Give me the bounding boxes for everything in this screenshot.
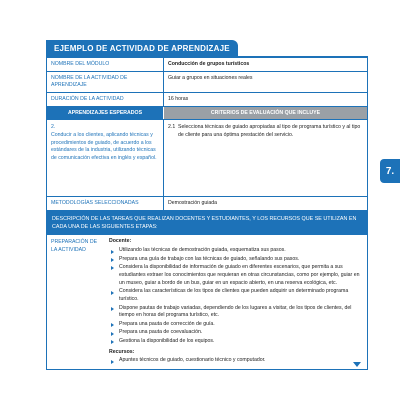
preparation-row bbox=[47, 235, 367, 369]
duration-row bbox=[47, 93, 367, 107]
duration-value: 16 horas bbox=[168, 96, 189, 103]
activity-table bbox=[46, 56, 368, 370]
expected-learning-header: APRENDIZAJES ESPERADOS bbox=[47, 107, 164, 119]
teacher-heading: Docente: bbox=[109, 238, 132, 245]
learning-text: Conducir a los clientes, aplicando técnicas y procedimientos de guiado, de acuerdo a los estándares de la industria, utilizando técnicas de comunicación efectiva en inglés y español. bbox=[51, 131, 157, 162]
learning-number: 2. bbox=[51, 124, 56, 131]
list-item: Considera la disponibilidad de información de guiado en diferentes escenarios, que permita a sus estudiantes extraer los conocimientos que requieran en otras circunstancias, como por ejemplo, guiar en un museo, guiar a bordo de un bus, guiar en un espacio abierto, en una reserva ecológica, etc. bbox=[109, 264, 361, 288]
list-item: Gestiona la disponibilidad de los equipos. bbox=[109, 338, 361, 346]
list-item: Dispone pautas de trabajo variadas, dependiendo de los lugares a visitar, de los tipos de clientes, del tiempo en horas del programa turístico, etc. bbox=[109, 305, 361, 321]
methodology-value: Demostración guiada bbox=[168, 200, 218, 207]
continue-arrow-icon bbox=[353, 362, 361, 367]
preparation-label: PREPARACIÓN DE LA ACTIVIDAD bbox=[51, 239, 98, 253]
module-name-row bbox=[47, 58, 367, 72]
module-name-label: NOMBRE DEL MÓDULO bbox=[47, 58, 164, 71]
list-item: Utilizando las técnicas de demostración guiada, esquematiza sus pasos. bbox=[109, 247, 361, 255]
list-item: Prepara una guía de trabajo con las técnicas de guiado, señalando sus pasos. bbox=[109, 256, 361, 264]
evaluation-criteria-header: CRITERIOS DE EVALUACIÓN QUE INCLUYE bbox=[164, 107, 367, 119]
criteria-text: Selecciona técnicas de guiado apropiadas al tipo de programa turístico y al tipo de cliente para una óptima prestación del servicio. bbox=[178, 124, 361, 138]
duration-label: DURACIÓN DE LA ACTIVIDAD bbox=[47, 93, 164, 106]
expected-learning-cell bbox=[47, 120, 164, 196]
list-item: Prepara una pauta de coevaluación. bbox=[109, 329, 361, 337]
activity-name-value: Guiar a grupos en situaciones reales bbox=[168, 75, 253, 82]
teacher-task-list bbox=[109, 247, 361, 345]
list-item: Prepara una pauta de corrección de guía. bbox=[109, 321, 361, 329]
resources-heading: Recursos: bbox=[109, 348, 135, 355]
criteria-cell bbox=[164, 120, 367, 196]
resources-list bbox=[109, 357, 361, 365]
activity-name-row bbox=[47, 72, 367, 93]
learning-row bbox=[47, 120, 367, 197]
columns-header bbox=[47, 107, 367, 120]
methodology-row bbox=[47, 197, 367, 211]
activity-name-label: NOMBRE DE LA ACTIVIDAD DE APRENDIZAJE bbox=[47, 72, 164, 92]
methodology-label: METODOLOGÍAS SELECCIONADAS bbox=[47, 197, 164, 210]
chapter-badge: 7. bbox=[380, 159, 400, 183]
list-item: Considera las características de los tipos de clientes que pueden adquirir un determinado programa turístico. bbox=[109, 288, 361, 304]
activity-page bbox=[46, 38, 368, 370]
preparation-content bbox=[107, 235, 367, 369]
criteria-number: 2.1 bbox=[168, 124, 176, 131]
page-title: EJEMPLO DE ACTIVIDAD DE APRENDIZAJE bbox=[46, 40, 238, 56]
module-name-value: Conducción de grupos turísticos bbox=[168, 61, 250, 67]
tasks-description-bar: DESCRIPCIÓN DE LAS TAREAS QUE REALIZAN DOCENTES Y ESTUDIANTES, Y LOS RECURSOS QUE SE UTILIZAN EN CADA UNA DE LAS SIGUIENTES ETAPAS: bbox=[47, 211, 367, 235]
list-item: Apuntes técnicos de guiado, cuestionario técnico y computador. bbox=[109, 357, 361, 365]
